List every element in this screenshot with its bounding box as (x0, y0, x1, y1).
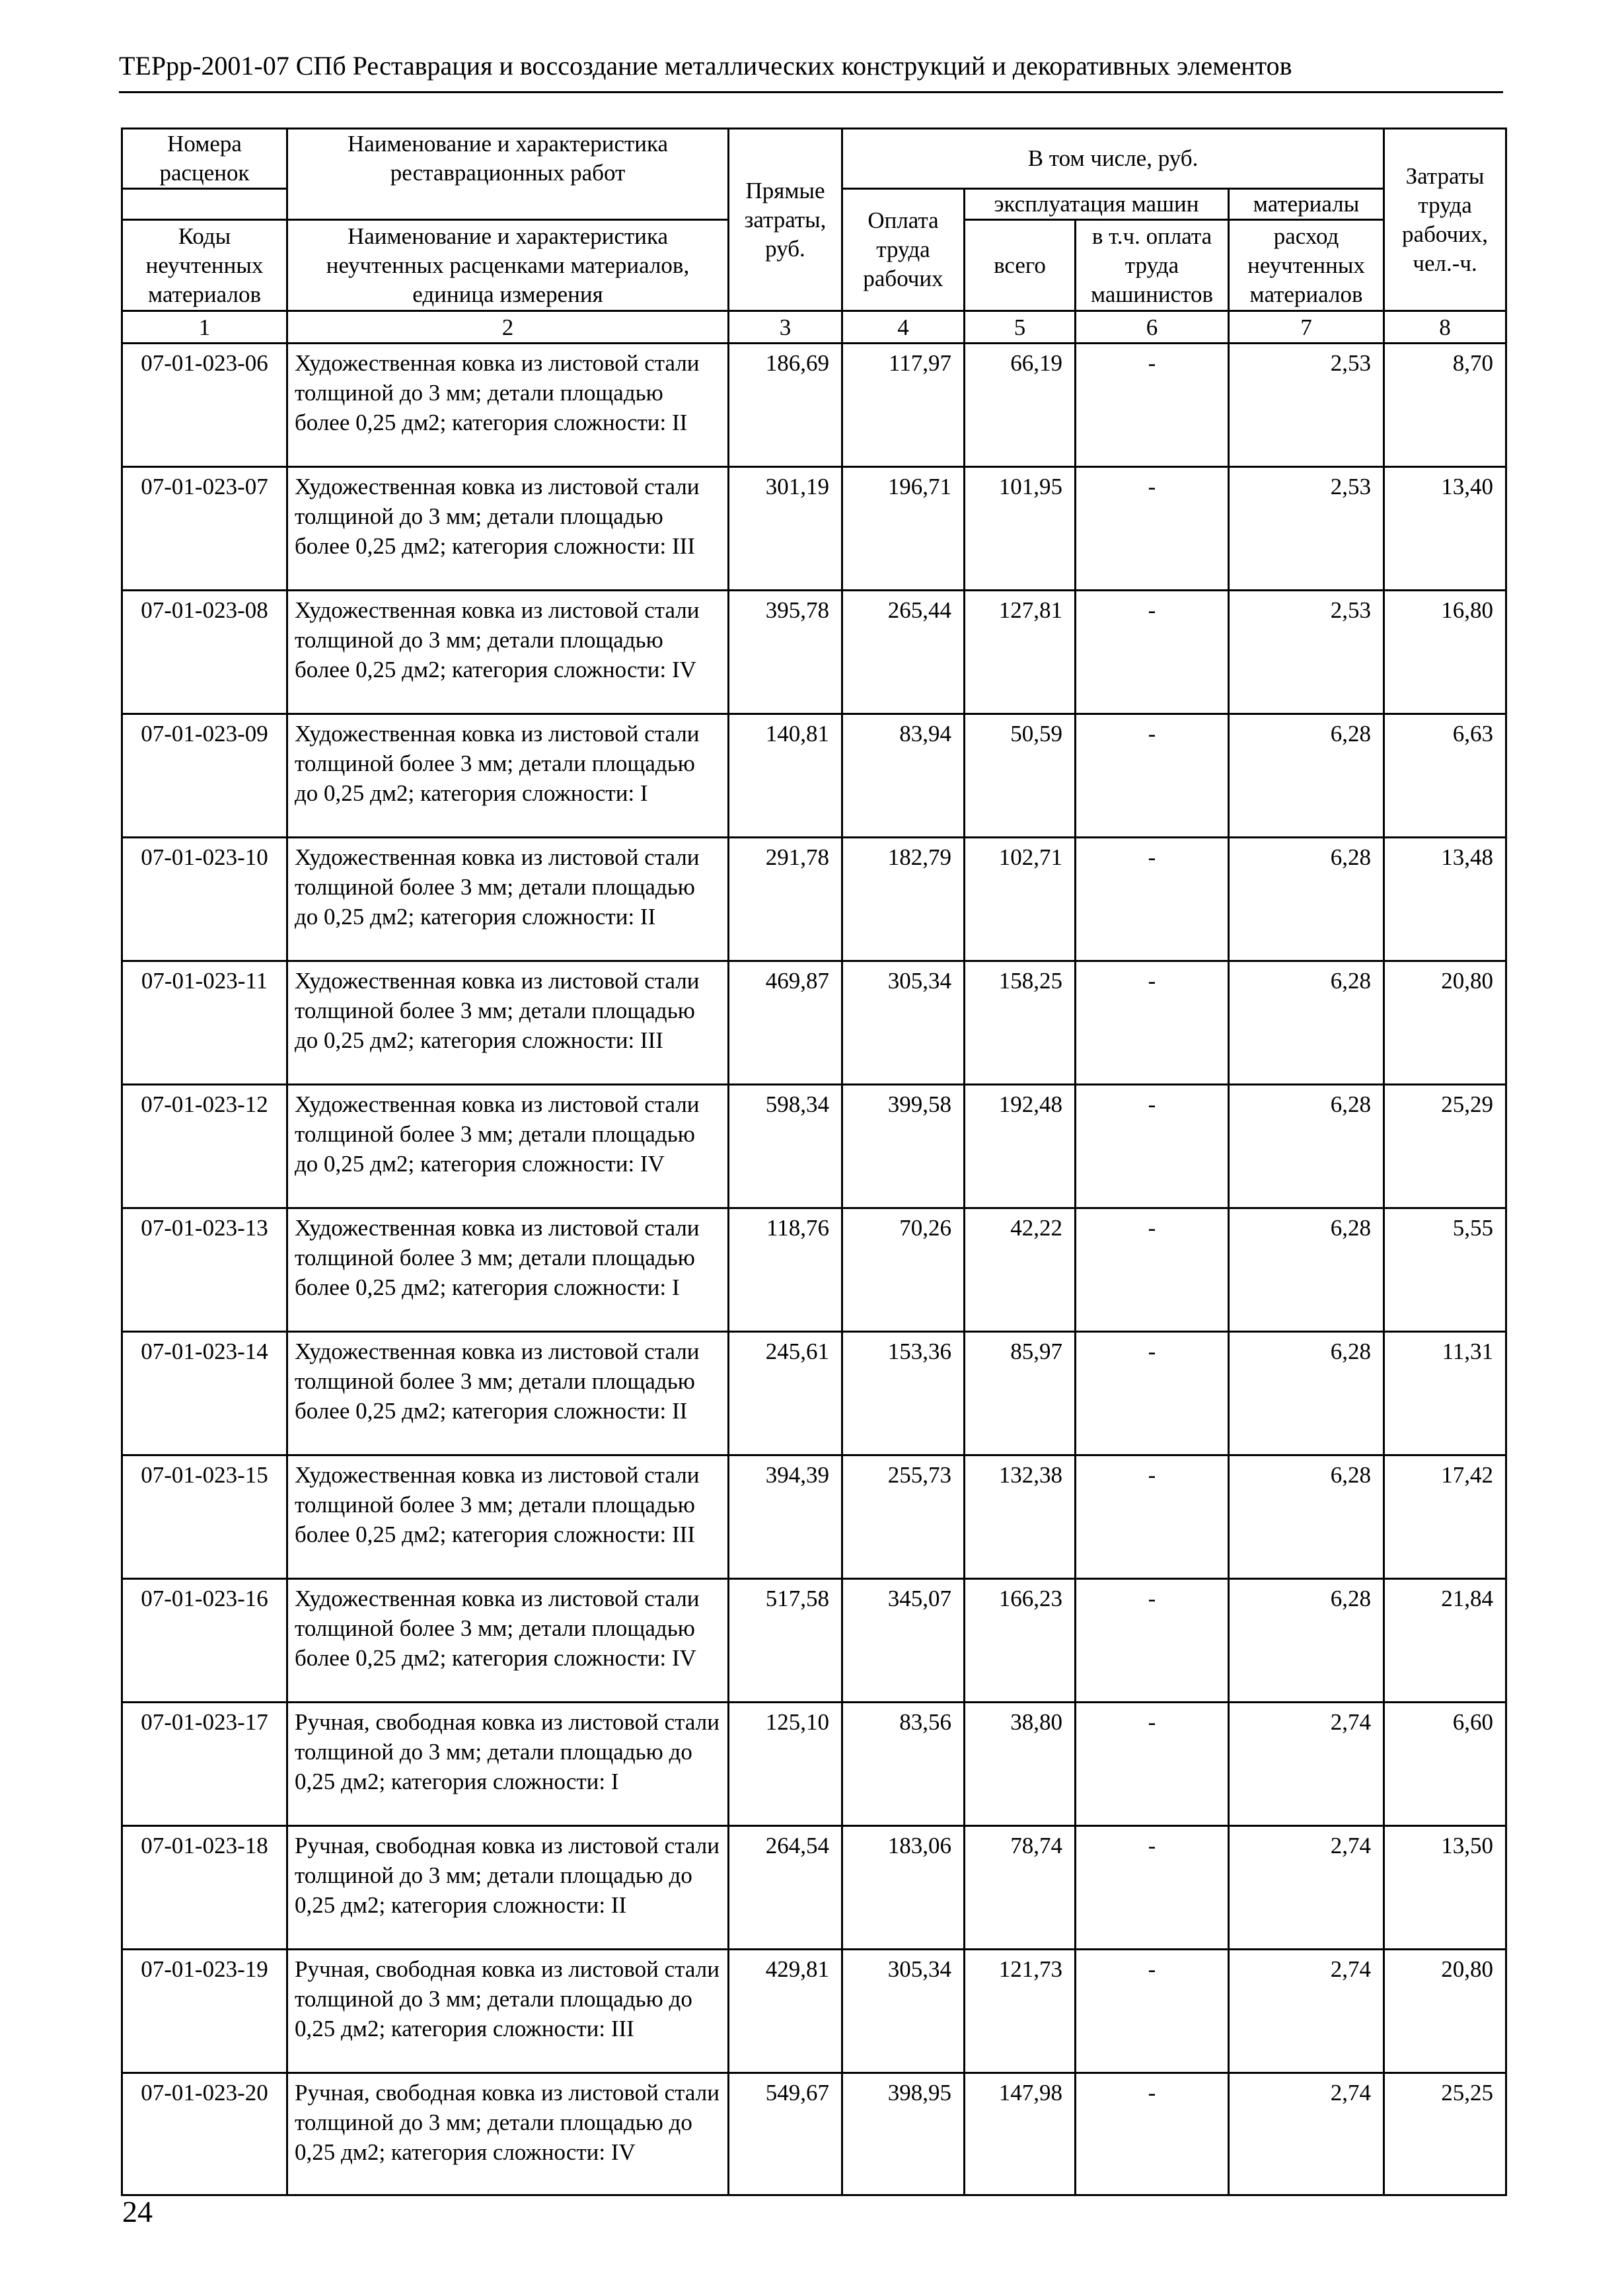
materials-value: 2,74 (1229, 1826, 1384, 1950)
labor-costs-value: 21,84 (1384, 1579, 1506, 1703)
machines-total-value: 102,71 (965, 838, 1076, 961)
page-number: 24 (122, 2195, 153, 2228)
materials-value: 6,28 (1229, 714, 1384, 838)
driver-wages-value: - (1076, 467, 1229, 591)
rate-code: 07-01-023-20 (122, 2073, 287, 2195)
work-description: Художественная ковка из листовой стали толщиной до 3 мм; детали площадью более 0,25 дм2; категория сложности: IV (287, 591, 729, 714)
header-work-description: Наименование и характеристика реставрационных работ (287, 129, 729, 220)
driver-wages-value: - (1076, 1208, 1229, 1332)
table-row (122, 1332, 1506, 1455)
direct-costs-value: 186,69 (729, 344, 842, 467)
worker-wages-value: 398,95 (842, 2073, 965, 2195)
rate-code: 07-01-023-17 (122, 1703, 287, 1826)
labor-costs-value: 25,29 (1384, 1085, 1506, 1208)
work-description: Ручная, свободная ковка из листовой стали толщиной до 3 мм; детали площадью до 0,25 дм2; категория сложности: III (287, 1950, 729, 2073)
driver-wages-value: - (1076, 1950, 1229, 2073)
table-row (122, 838, 1506, 961)
worker-wages-value: 196,71 (842, 467, 965, 591)
page-header: ТЕРрр-2001-07 СПб Реставрация и воссоздание металлических конструкций и декоративных элементов (119, 51, 1292, 81)
labor-costs-value: 6,60 (1384, 1703, 1506, 1826)
machines-total-value: 147,98 (965, 2073, 1076, 2195)
worker-wages-value: 70,26 (842, 1208, 965, 1332)
materials-value: 6,28 (1229, 1455, 1384, 1579)
driver-wages-value: - (1076, 1455, 1229, 1579)
header-including: В том числе, руб. (842, 129, 1384, 189)
driver-wages-value: - (1076, 961, 1229, 1085)
header-machines-total: всего (965, 220, 1076, 311)
table-row (122, 1208, 1506, 1332)
table-row (122, 1579, 1506, 1703)
column-number: 7 (1229, 311, 1384, 344)
labor-costs-value: 13,48 (1384, 838, 1506, 961)
worker-wages-value: 182,79 (842, 838, 965, 961)
rate-code: 07-01-023-14 (122, 1332, 287, 1455)
header-unaccounted-materials: расход неучтенных материалов (1229, 220, 1384, 311)
header-machine-operation: эксплуатация машин (965, 189, 1229, 220)
driver-wages-value: - (1076, 1085, 1229, 1208)
rate-code: 07-01-023-19 (122, 1950, 287, 2073)
work-description: Художественная ковка из листовой стали толщиной более 3 мм; детали площадью более 0,25 дм2; категория сложности: I (287, 1208, 729, 1332)
worker-wages-value: 265,44 (842, 591, 965, 714)
materials-value: 2,74 (1229, 1703, 1384, 1826)
materials-value: 6,28 (1229, 1579, 1384, 1703)
table-row (122, 591, 1506, 714)
worker-wages-value: 255,73 (842, 1455, 965, 1579)
machines-total-value: 132,38 (965, 1455, 1076, 1579)
direct-costs-value: 395,78 (729, 591, 842, 714)
table-row (122, 1703, 1506, 1826)
table-row (122, 1085, 1506, 1208)
machines-total-value: 101,95 (965, 467, 1076, 591)
driver-wages-value: - (1076, 1579, 1229, 1703)
materials-value: 6,28 (1229, 1085, 1384, 1208)
direct-costs-value: 549,67 (729, 2073, 842, 2195)
rate-code: 07-01-023-13 (122, 1208, 287, 1332)
column-number: 4 (842, 311, 965, 344)
machines-total-value: 42,22 (965, 1208, 1076, 1332)
direct-costs-value: 469,87 (729, 961, 842, 1085)
header-worker-wages: Оплата труда рабочих (842, 189, 965, 311)
materials-value: 2,53 (1229, 591, 1384, 714)
materials-value: 6,28 (1229, 961, 1384, 1085)
driver-wages-value: - (1076, 1332, 1229, 1455)
work-description: Художественная ковка из листовой стали толщиной более 3 мм; детали площадью более 0,25 дм2; категория сложности: III (287, 1455, 729, 1579)
machines-total-value: 192,48 (965, 1085, 1076, 1208)
driver-wages-value: - (1076, 2073, 1229, 2195)
machines-total-value: 166,23 (965, 1579, 1076, 1703)
table-row (122, 344, 1506, 467)
driver-wages-value: - (1076, 1826, 1229, 1950)
header-rate-numbers-cont (122, 189, 287, 220)
direct-costs-value: 301,19 (729, 467, 842, 591)
work-description: Художественная ковка из листовой стали толщиной более 3 мм; детали площадью до 0,25 дм2; категория сложности: III (287, 961, 729, 1085)
labor-costs-value: 13,40 (1384, 467, 1506, 591)
direct-costs-value: 140,81 (729, 714, 842, 838)
column-number: 1 (122, 311, 287, 344)
driver-wages-value: - (1076, 714, 1229, 838)
direct-costs-value: 118,76 (729, 1208, 842, 1332)
labor-costs-value: 11,31 (1384, 1332, 1506, 1455)
header-driver-wages: в т.ч. оплата труда машинистов (1076, 220, 1229, 311)
labor-costs-value: 25,25 (1384, 2073, 1506, 2195)
direct-costs-value: 264,54 (729, 1826, 842, 1950)
header-material-codes: Коды неучтенных материалов (122, 220, 287, 311)
materials-value: 2,53 (1229, 467, 1384, 591)
work-description: Ручная, свободная ковка из листовой стали толщиной до 3 мм; детали площадью до 0,25 дм2; категория сложности: II (287, 1826, 729, 1950)
work-description: Художественная ковка из листовой стали толщиной более 3 мм; детали площадью до 0,25 дм2; категория сложности: I (287, 714, 729, 838)
rate-code: 07-01-023-06 (122, 344, 287, 467)
rate-code: 07-01-023-16 (122, 1579, 287, 1703)
column-number-row (122, 311, 1506, 344)
table-row (122, 1826, 1506, 1950)
header-divider (119, 91, 1503, 93)
header-material-description: Наименование и характеристика неучтенных расценками материалов, единица измерения (287, 220, 729, 311)
driver-wages-value: - (1076, 838, 1229, 961)
worker-wages-value: 83,94 (842, 714, 965, 838)
work-description: Художественная ковка из листовой стали толщиной более 3 мм; детали площадью до 0,25 дм2; категория сложности: IV (287, 1085, 729, 1208)
work-description: Художественная ковка из листовой стали толщиной более 3 мм; детали площадью более 0,25 дм2; категория сложности: II (287, 1332, 729, 1455)
table-row (122, 2073, 1506, 2195)
machines-total-value: 127,81 (965, 591, 1076, 714)
column-number: 2 (287, 311, 729, 344)
work-description: Ручная, свободная ковка из листовой стали толщиной до 3 мм; детали площадью до 0,25 дм2; категория сложности: I (287, 1703, 729, 1826)
work-description: Художественная ковка из листовой стали толщиной более 3 мм; детали площадью до 0,25 дм2; категория сложности: II (287, 838, 729, 961)
materials-value: 6,28 (1229, 1332, 1384, 1455)
driver-wages-value: - (1076, 591, 1229, 714)
machines-total-value: 38,80 (965, 1703, 1076, 1826)
worker-wages-value: 305,34 (842, 961, 965, 1085)
work-description: Художественная ковка из листовой стали толщиной до 3 мм; детали площадью более 0,25 дм2; категория сложности: III (287, 467, 729, 591)
work-description: Художественная ковка из листовой стали толщиной более 3 мм; детали площадью более 0,25 дм2; категория сложности: IV (287, 1579, 729, 1703)
direct-costs-value: 429,81 (729, 1950, 842, 2073)
machines-total-value: 66,19 (965, 344, 1076, 467)
driver-wages-value: - (1076, 344, 1229, 467)
labor-costs-value: 20,80 (1384, 1950, 1506, 2073)
rate-code: 07-01-023-12 (122, 1085, 287, 1208)
rate-code: 07-01-023-11 (122, 961, 287, 1085)
direct-costs-value: 245,61 (729, 1332, 842, 1455)
work-description: Ручная, свободная ковка из листовой стали толщиной до 3 мм; детали площадью до 0,25 дм2; категория сложности: IV (287, 2073, 729, 2195)
worker-wages-value: 153,36 (842, 1332, 965, 1455)
worker-wages-value: 305,34 (842, 1950, 965, 2073)
header-labor-costs: Затраты труда рабочих, чел.-ч. (1384, 129, 1506, 311)
labor-costs-value: 13,50 (1384, 1826, 1506, 1950)
rate-code: 07-01-023-07 (122, 467, 287, 591)
materials-value: 2,74 (1229, 2073, 1384, 2195)
machines-total-value: 121,73 (965, 1950, 1076, 2073)
worker-wages-value: 83,56 (842, 1703, 965, 1826)
materials-value: 2,53 (1229, 344, 1384, 467)
rate-code: 07-01-023-18 (122, 1826, 287, 1950)
header-direct-costs: Прямые затраты, руб. (729, 129, 842, 311)
worker-wages-value: 183,06 (842, 1826, 965, 1950)
column-number: 8 (1384, 311, 1506, 344)
direct-costs-value: 125,10 (729, 1703, 842, 1826)
labor-costs-value: 20,80 (1384, 961, 1506, 1085)
rate-code: 07-01-023-15 (122, 1455, 287, 1579)
column-number: 6 (1076, 311, 1229, 344)
work-description: Художественная ковка из листовой стали толщиной до 3 мм; детали площадью более 0,25 дм2; категория сложности: II (287, 344, 729, 467)
column-number: 3 (729, 311, 842, 344)
table-row (122, 714, 1506, 838)
labor-costs-value: 6,63 (1384, 714, 1506, 838)
header-materials: материалы (1229, 189, 1384, 220)
worker-wages-value: 399,58 (842, 1085, 965, 1208)
rate-code: 07-01-023-09 (122, 714, 287, 838)
rates-table (121, 128, 1507, 2196)
labor-costs-value: 16,80 (1384, 591, 1506, 714)
labor-costs-value: 17,42 (1384, 1455, 1506, 1579)
driver-wages-value: - (1076, 1703, 1229, 1826)
materials-value: 6,28 (1229, 838, 1384, 961)
rate-code: 07-01-023-10 (122, 838, 287, 961)
machines-total-value: 85,97 (965, 1332, 1076, 1455)
machines-total-value: 158,25 (965, 961, 1076, 1085)
machines-total-value: 50,59 (965, 714, 1076, 838)
header-rate-numbers: Номера расценок (122, 129, 287, 189)
materials-value: 6,28 (1229, 1208, 1384, 1332)
table-row (122, 1950, 1506, 2073)
table-row (122, 961, 1506, 1085)
worker-wages-value: 117,97 (842, 344, 965, 467)
rate-code: 07-01-023-08 (122, 591, 287, 714)
table-row (122, 467, 1506, 591)
machines-total-value: 78,74 (965, 1826, 1076, 1950)
column-number: 5 (965, 311, 1076, 344)
materials-value: 2,74 (1229, 1950, 1384, 2073)
direct-costs-value: 598,34 (729, 1085, 842, 1208)
worker-wages-value: 345,07 (842, 1579, 965, 1703)
direct-costs-value: 394,39 (729, 1455, 842, 1579)
labor-costs-value: 5,55 (1384, 1208, 1506, 1332)
direct-costs-value: 517,58 (729, 1579, 842, 1703)
table-row (122, 1455, 1506, 1579)
labor-costs-value: 8,70 (1384, 344, 1506, 467)
direct-costs-value: 291,78 (729, 838, 842, 961)
